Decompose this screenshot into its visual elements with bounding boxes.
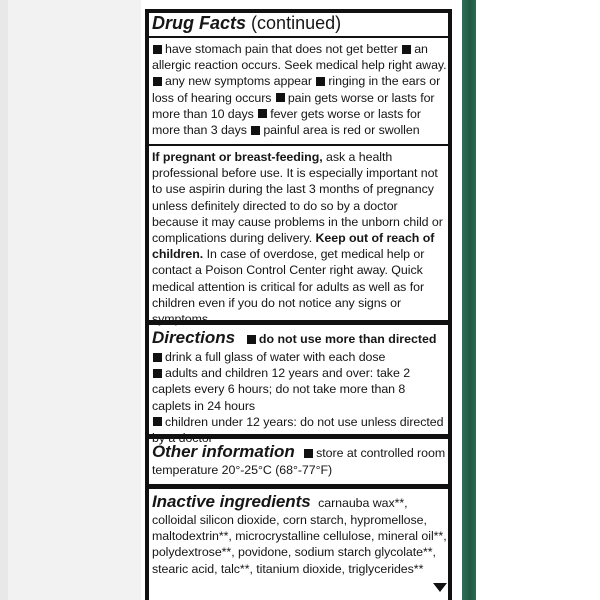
package-green-edge <box>462 0 476 600</box>
section-rule-thick <box>149 484 448 489</box>
bullet-icon <box>258 109 267 118</box>
directions-item: children under 12 years: do not use unless directed <box>165 414 444 429</box>
bullet-icon <box>304 449 313 458</box>
directions-section <box>152 328 447 446</box>
other-information-section <box>152 442 447 478</box>
title-text: Drug Facts <box>152 13 247 33</box>
bullet-icon <box>153 45 162 54</box>
pregnancy-text: ask a health professional before use. It is especially important not to use aspirin during the last 3 months of pregnancy unless definitely directed to do so by a doctor because it may cause problems in the unborn child or complications during delivery. <box>152 150 443 246</box>
warning-item: painful area is red or swollen <box>263 123 420 138</box>
bullet-icon <box>247 335 256 344</box>
keep-out-heading: Keep out of reach of children. <box>152 231 435 262</box>
directions-heading: Directions <box>152 328 236 347</box>
other-information-heading: Other information <box>152 442 295 461</box>
background-left <box>0 0 8 600</box>
title-rule <box>149 36 448 38</box>
section-rule-thick <box>149 434 448 439</box>
background-right <box>476 0 600 600</box>
inactive-ingredients-text: carnauba wax**, colloidal silicon dioxide, corn starch, hypromellose, maltodextrin**, microcrystalline cellulose, mineral oil**, polydextrose**, povidone, sodium starch glycolate**, stearic acid, talc**, titanium dioxide, triglycerides** <box>152 496 447 576</box>
keep-out-text: In case of overdose, get medical help or contact a Poison Control Center right away. Quick medical attention is critical for adults as well as for children even if you do not notice any signs or <box>152 247 425 310</box>
warning-item: ringing in the ears or loss of hearing occurs <box>152 74 441 105</box>
inactive-ingredients-section <box>152 492 447 592</box>
title-suffix: (continued) <box>251 13 342 33</box>
directions-item: drink a full glass of water with each dose <box>165 350 386 364</box>
section-rule-thick <box>149 320 448 325</box>
warning-item: an allergic reaction occurs. Seek medical help right away. <box>152 42 447 73</box>
warning-item: any new symptoms appear <box>165 74 312 89</box>
drug-facts-title <box>152 12 447 34</box>
bullet-icon <box>251 126 260 135</box>
pregnancy-heading: If pregnant or breast-feeding, <box>152 150 323 164</box>
warnings-section <box>152 41 447 138</box>
directions-item: adults and children 12 years and over: take 2 caplets every 6 hours; do not take more than 8 caplets in 24 hours <box>152 366 411 413</box>
other-information-text: store at controlled room temperature 20°-25°C (68°-77°F) <box>152 446 446 477</box>
bullet-icon <box>153 353 162 362</box>
bullet-icon <box>316 77 325 86</box>
pregnancy-section <box>152 149 447 327</box>
bullet-icon <box>153 77 162 86</box>
section-rule <box>149 144 448 146</box>
warning-item: fever gets worse or lasts for more than 3 days <box>152 106 421 138</box>
warning-item: have stomach pain that does not get better <box>165 42 398 56</box>
directions-first: do not use more than directed <box>258 332 437 346</box>
bullet-icon <box>153 417 162 426</box>
continue-arrow-icon <box>433 583 447 592</box>
inactive-ingredients-heading: Inactive ingredients <box>152 492 311 511</box>
bullet-icon <box>276 93 285 102</box>
bullet-icon <box>153 369 162 378</box>
bullet-icon <box>402 45 411 54</box>
warning-item: pain gets worse or lasts for more than 10 days <box>152 90 435 121</box>
drug-facts-panel <box>141 0 462 600</box>
